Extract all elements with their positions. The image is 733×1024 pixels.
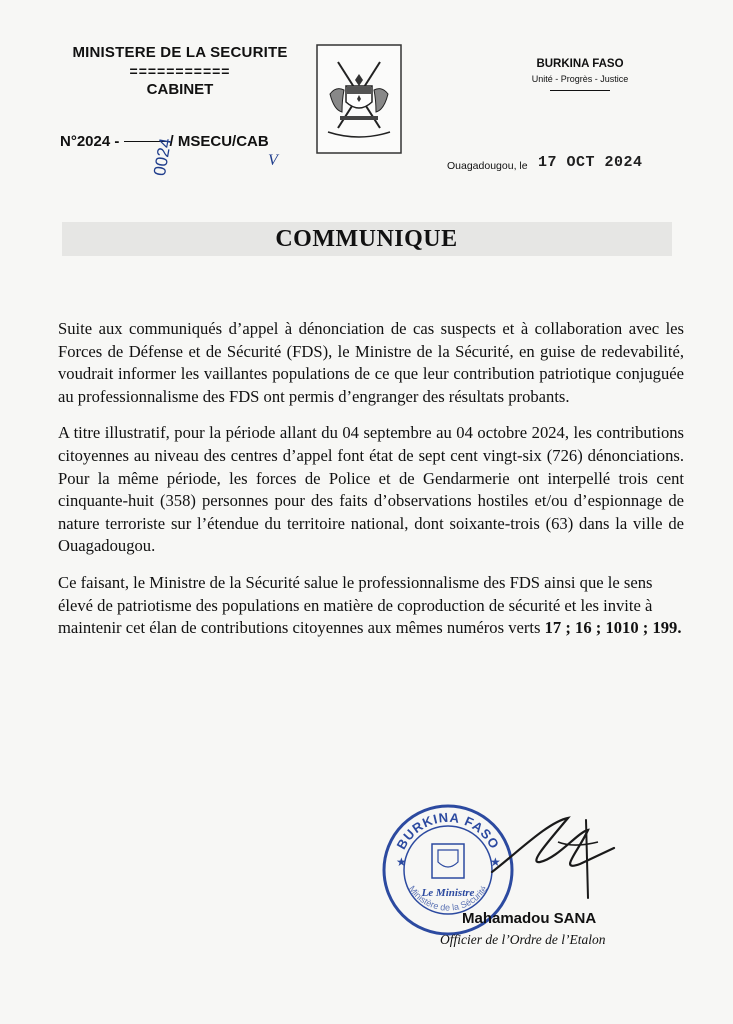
svg-text:BURKINA FASO	[393, 810, 502, 852]
stamp-country-text: BURKINA FASO	[393, 809, 503, 852]
paragraph-3	[58, 572, 684, 640]
stamp-ministry-text: Ministère de la Sécurité	[406, 883, 490, 913]
header-separator: ===========	[129, 63, 231, 79]
svg-text:★: ★	[396, 855, 407, 869]
date-stamp: 17 OCT 2024	[538, 154, 643, 171]
signatory-name: Mahamadou SANA	[462, 910, 597, 927]
country-header	[520, 58, 640, 91]
country-name: BURKINA FASO	[536, 58, 624, 70]
handwritten-reference: 0024	[150, 136, 176, 178]
phone-numbers: 17 ; 16 ; 1010 ; 199.	[544, 618, 682, 638]
document-title: COMMUNIQUE	[275, 226, 458, 252]
ministry-name: MINISTERE DE LA SECURITE	[72, 44, 288, 61]
motto-underline	[550, 90, 610, 91]
paragraph-1: Suite aux communiqués d’appel à dénonciation de cas suspects et à collaboration avec les Forces de Défense et de Sécurité (FDS), le Ministre de la Sécurité, en guise de redevabilité, voudrait informer les vaillantes populations de ce que leur contribution patriotique conjuguée au professionnalisme des FDS ont permis d’engranger des résultats probants.	[58, 319, 684, 406]
signatory-title: Officier de l’Ordre de l’Etalon	[440, 932, 606, 947]
document-body	[58, 318, 684, 654]
place-label: Ouagadougou, le	[447, 160, 528, 172]
reference-suffix: / MSECU/CAB	[169, 133, 269, 150]
svg-text:★: ★	[490, 855, 501, 869]
handwritten-signature	[488, 812, 618, 902]
ministry-header	[60, 44, 300, 98]
handwritten-check-mark: V	[268, 152, 278, 169]
paragraph-2: A titre illustratif, pour la période allant du 04 septembre au 04 octobre 2024, les contributions citoyennes au niveau des centres d’appel font état de sept cent vingt-six (726) dénonciations. Pour la même période, les forces de Police et de Gendarmerie ont interpellé trois cent cinquante-huit (358) personnes pour des faits d’observations hostiles et/ou d’espionnage de nature terroriste sur l’étendue du territoire national, dont soixante-trois (63) dans la ville de Ouagadougou.	[58, 423, 684, 556]
reference-prefix: N°2024 -	[60, 133, 124, 150]
stamp-minister-text: Le Ministre	[421, 887, 475, 899]
national-motto: Unité - Progrès - Justice	[531, 74, 629, 84]
cabinet-label: CABINET	[146, 81, 214, 98]
paragraph-3-text: Ce faisant, le Ministre de la Sécurité salue le professionnalisme des FDS ainsi que le sens élevé de patriotisme des populations en matière de coproduction de sécurité et les invite à maintenir cet élan de contributions citoyennes aux mêmes numéros verts	[58, 572, 653, 638]
coat-of-arms-emblem	[316, 44, 402, 154]
